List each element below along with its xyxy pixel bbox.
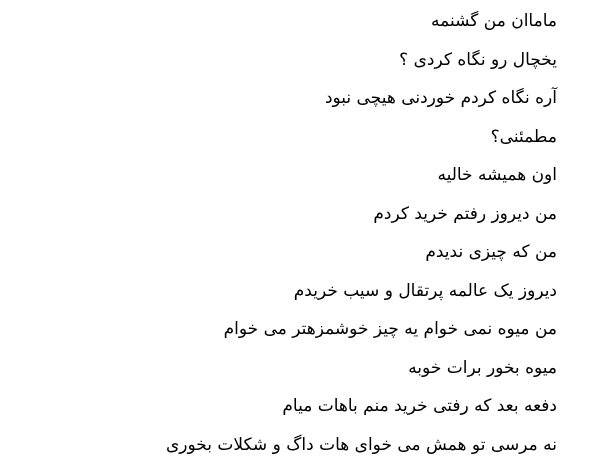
dialogue-line: میوه بخور برات خوبه [17, 353, 557, 392]
dialogue-line: من که چیزی ندیدم [17, 237, 557, 276]
dialogue-line: نه مرسی تو همش می خوای هات داگ و شکلات بخوری [17, 430, 557, 468]
dialogue-line: ماماان من گشنمه [17, 6, 557, 45]
dialogue-line: یخچال رو نگاه کردی ؟ [17, 45, 557, 84]
dialogue-line: من دیروز رفتم خرید کردم [17, 199, 557, 238]
dialogue-line: مطمئنی؟ [17, 122, 557, 161]
dialogue-line: آره نگاه کردم خوردنی هیچی نبود [17, 83, 557, 122]
dialogue-line: دفعه بعد که رفتی خرید منم باهات میام [17, 391, 557, 430]
dialogue-text-block [17, 6, 557, 468]
dialogue-line: من میوه نمی خوام یه چیز خوشمزهتر می خوام [17, 314, 557, 353]
dialogue-line: اون همیشه خالیه [17, 160, 557, 199]
dialogue-line: دیروز یک عالمه پرتقال و سیب خریدم [17, 276, 557, 315]
